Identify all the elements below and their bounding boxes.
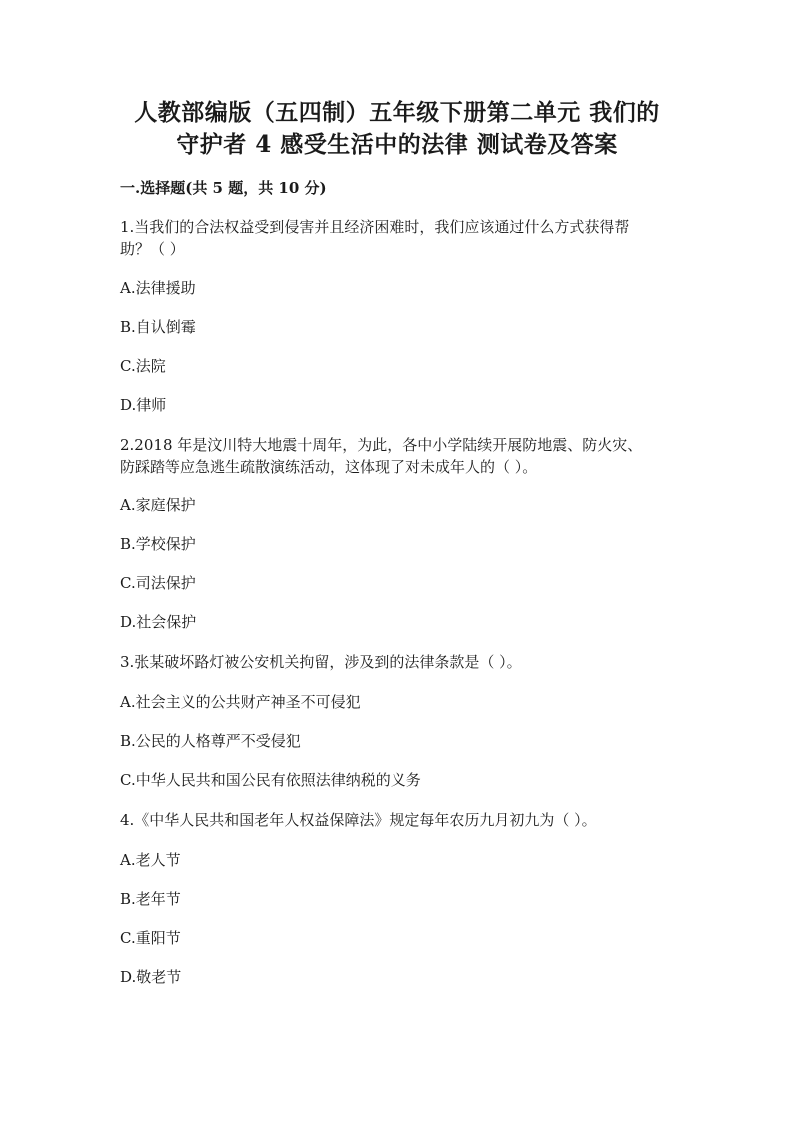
question-4-option-b: B.老年节 [120,890,181,908]
question-1-option-b: B.自认倒霉 [120,318,196,336]
question-1-text-line-2: 助？（ ） [120,240,185,258]
section-heading: 一.选择题(共 5 题，共 10 分) [120,179,327,197]
question-1-text-line-1: 1.当我们的合法权益受到侵害并且经济困难时，我们应该通过什么方式获得帮 [120,218,630,236]
question-4-option-c: C.重阳节 [120,929,181,947]
question-2-text-line-1: 2.2018 年是汶川特大地震十周年，为此，各中小学陆续开展防地震、防火灾、 [120,436,643,454]
question-2-option-c: C.司法保护 [120,574,196,592]
question-3-option-a: A.社会主义的公共财产神圣不可侵犯 [120,693,361,711]
question-2-option-b: B.学校保护 [120,535,196,553]
page-title-line-2: 守护者 4 感受生活中的法律 测试卷及答案 [176,131,618,158]
question-2-option-d: D.社会保护 [120,613,197,631]
question-3-option-c: C.中华人民共和国公民有依照法律纳税的义务 [120,771,421,789]
question-4-text: 4.《中华人民共和国老年人权益保障法》规定每年农历九月初九为（ ）。 [120,811,597,829]
question-1-option-c: C.法院 [120,357,166,375]
question-1-option-d: D.律师 [120,396,167,414]
question-4-option-d: D.敬老节 [120,968,182,986]
question-2-text-line-2: 防踩踏等应急逃生疏散演练活动，这体现了对未成年人的（ ）。 [120,458,538,476]
page-title-line-1: 人教部编版（五四制）五年级下册第二单元 我们的 [134,99,660,126]
question-1-option-a: A.法律援助 [120,279,196,297]
question-4-option-a: A.老人节 [120,851,181,869]
question-3-option-b: B.公民的人格尊严不受侵犯 [120,732,301,750]
question-2-option-a: A.家庭保护 [120,496,196,514]
question-3-text: 3.张某破坏路灯被公安机关拘留，涉及到的法律条款是（ ）。 [120,653,522,671]
